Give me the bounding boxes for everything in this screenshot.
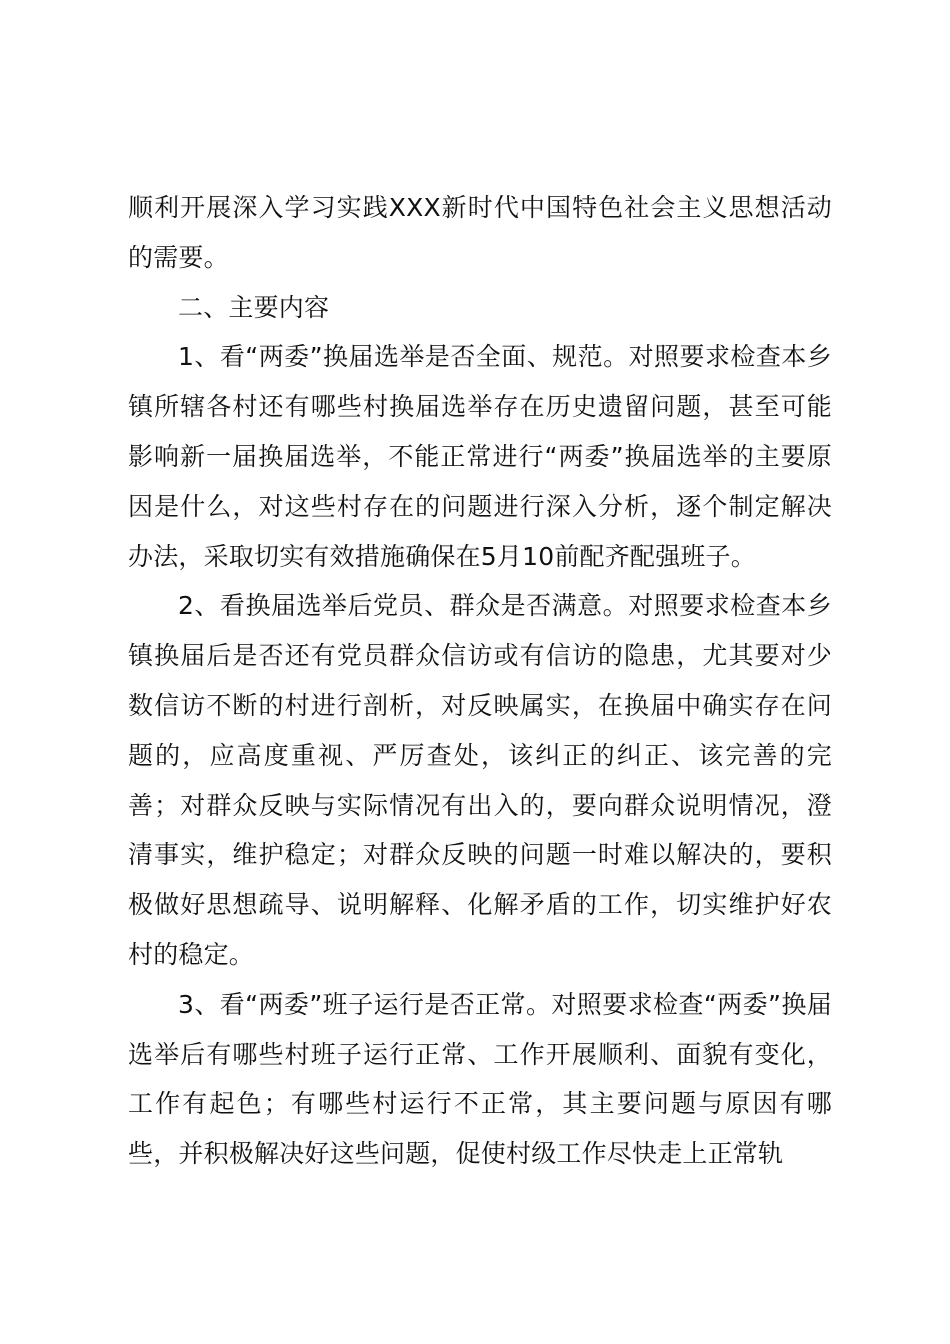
paragraph-item-1: 1、看“两委”换届选举是否全面、规范。对照要求检查本乡镇所辖各村还有哪些村换届选举存在历史遗留问题，甚至可能影响新一届换届选举，不能正常进行“两委”换届选举的主要原因是什么，对这些村存在的问题进行深入分析，逐个制定解决办法，采取切实有效措施确保在5月10前配齐配强班子。 (128, 342, 832, 571)
paragraph-item-2: 2、看换届选举后党员、群众是否满意。对照要求检查本乡镇换届后是否还有党员群众信访或有信访的隐患，尤其要对少数信访不断的村进行剖析，对反映属实，在换届中确实存在问题的，应高度重视、严厉查处，该纠正的纠正、该完善的完善；对群众反映与实际情况有出入的，要向群众说明情况，澄清事实，维护稳定；对群众反映的问题一时难以解决的，要积极做好思想疏导、说明解释、化解矛盾的工作，切实维护好农村的稳定。 (128, 591, 832, 969)
section-heading-main-content: 二、主要内容 (178, 292, 330, 322)
document-body (128, 183, 832, 1179)
paragraph-item-3: 3、看“两委”班子运行是否正常。对照要求检查“两委”换届选举后有哪些村班子运行正常、工作开展顺利、面貌有变化，工作有起色；有哪些村运行不正常，其主要问题与原因有哪些，并积极解决好这些问题，促使村级工作尽快走上正常轨 (128, 989, 832, 1169)
paragraph-continuation: 顺利开展深入学习实践XXX新时代中国特色社会主义思想活动的需要。 (128, 193, 832, 272)
